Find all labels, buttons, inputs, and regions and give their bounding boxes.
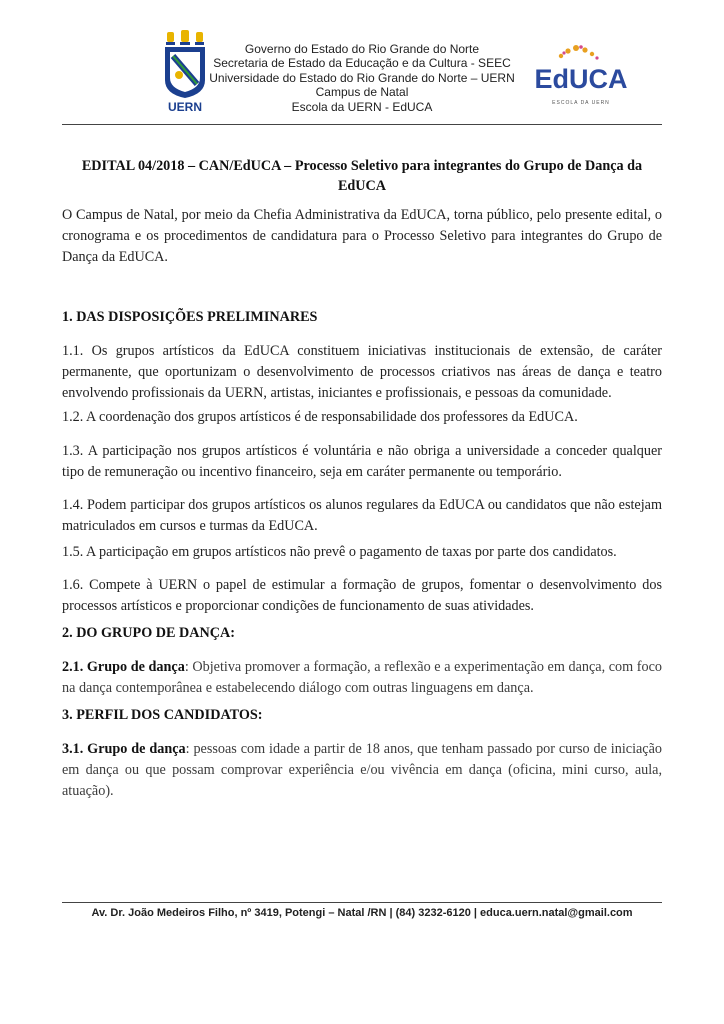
educa-logo [533,42,629,112]
educa-logo-tagline: ESCOLA DA UERN [552,100,610,106]
item-1-1: 1.1. Os grupos artísticos da EdUCA constituem iniciativas institucionais de extensão, de caráter permanente, que oportunizam o desenvolvimento de processos criativos nas áreas de dança e teatro envolvendo profissionais da UERN, artistas, iniciantes e profissionais, e pessoas da comunidade. [62,343,662,401]
item-3-1-label: 3.1. Grupo de dança [62,741,186,757]
intro-paragraph: O Campus de Natal, por meio da Chefia Administrativa da EdUCA, torna público, pelo presente edital, o cronograma e os procedimentos de candidatura para o Processo Seletivo para integrantes do Grupo de Dança da EdUCA. [62,207,662,265]
item-2-1-text: : Objetiva promover a formação, a reflexão e a experimentação em dança, com foco na dança contemporânea e estabelecendo diálogo com outras linguagens em dança. [62,659,662,696]
section-1-heading: 1. DAS DISPOSIÇÕES PRELIMINARES [62,309,318,325]
item-1-3: 1.3. A participação nos grupos artísticos é voluntária e não obriga a universidade a conceder qualquer tipo de remuneração ou incentivo financeiro, seja em caráter permanente ou temporário. [62,443,662,480]
item-1-5: 1.5. A participação em grupos artísticos não prevê o pagamento de taxas por parte dos candidatos. [62,544,617,560]
item-3-1-text: : pessoas com idade a partir de 18 anos, que tenham passado por curso de iniciação em dança ou que possam comprovar experiência e/ou vivência em dança (oficina, mini curso, aula, atuação). [62,741,662,799]
header-line-university: Universidade do Estado do Rio Grande do Norte – UERN [209,70,515,85]
document-title: EDITAL 04/2018 – CAN/EdUCA – Processo Seletivo para integrantes do Grupo de Dança da EdUCA [81,158,643,194]
header-institution-text [200,42,524,114]
header-line-school: Escola da UERN - EdUCA [291,99,433,114]
uern-logo-text: UERN [167,100,203,114]
header-divider [62,124,662,125]
section-3-heading: 3. PERFIL DOS CANDIDATOS: [62,707,263,723]
footer-address: Av. Dr. João Medeiros Filho, nº 3419, Potengi – Natal /RN | (84) 3232-6120 | educa.uern.natal@gmail.com [91,907,633,919]
footer-divider [62,902,662,903]
header-line-government: Governo do Estado do Rio Grande do Norte [244,42,480,56]
section-2-heading: 2. DO GRUPO DE DANÇA: [62,625,236,641]
page-header [0,22,724,122]
item-1-2: 1.2. A coordenação dos grupos artísticos é de responsabilidade dos professores da EdUCA. [62,409,578,425]
item-2-1-label: 2.1. Grupo de dança [62,659,185,675]
header-line-secretariat: Secretaria de Estado da Educação e da Cultura - SEEC [213,56,511,71]
header-line-campus: Campus de Natal [315,85,409,100]
item-1-4: 1.4. Podem participar dos grupos artísticos os alunos regulares da EdUCA ou candidatos que não estejam matriculados em cursos e turmas da EdUCA. [62,497,662,534]
item-3-1 [62,739,662,801]
item-2-1 [62,657,662,699]
item-1-6: 1.6. Compete à UERN o papel de estimular a formação de grupos, fomentar o desenvolvimento dos processos artísticos e proporcionar condições de funcionamento de suas atividades. [62,577,662,614]
educa-logo-text: EdUCA [534,64,628,94]
